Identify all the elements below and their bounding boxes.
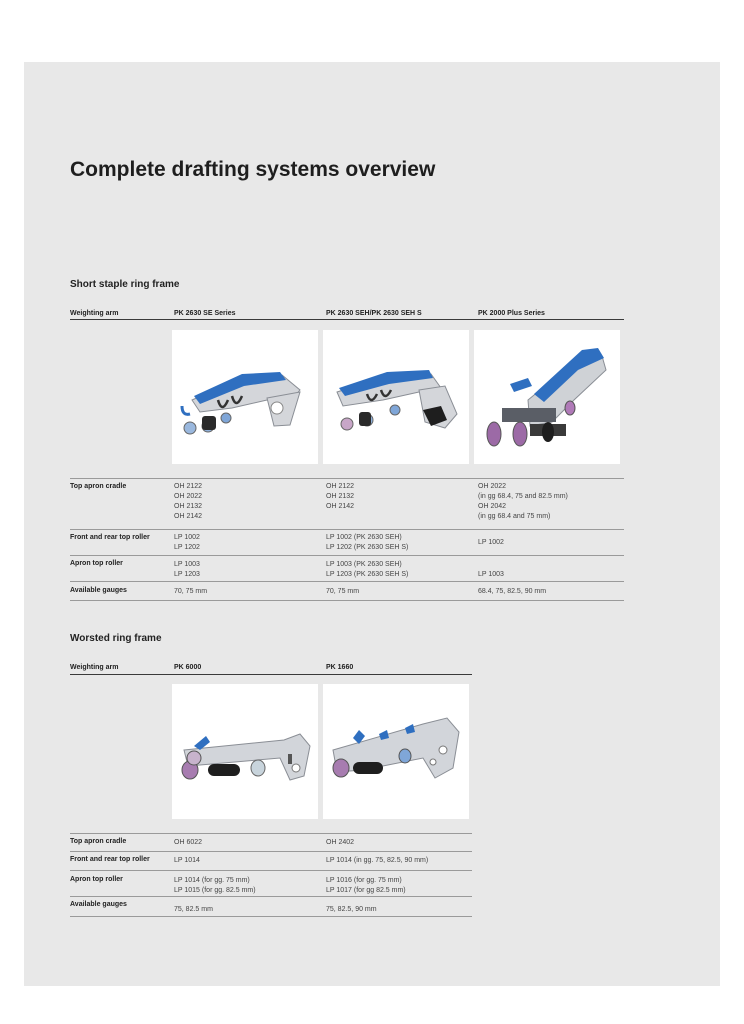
product-image-pk-6000 [172,684,318,819]
row-divider [70,851,472,852]
cell-plus-front-rear-top-roller: LP 1002 [478,539,504,546]
row-divider [70,896,472,897]
row-label-apron-top-roller: Apron top roller [70,560,123,567]
row-divider [70,478,624,479]
header-rule [70,319,624,320]
row-label-top-apron-cradle: Top apron cradle [70,483,127,490]
cell-seh-front-rear-top-roller: LP 1002 (PK 2630 SEH) LP 1202 (PK 2630 SEH S) [326,534,409,551]
cell-pk1660-apron-top-roller: LP 1016 (for gg. 75 mm) LP 1017 (for gg 82.5 mm) [326,877,406,894]
cell-se-apron-top-roller: LP 1003 LP 1203 [174,561,200,578]
row-label-front-rear-top-roller: Front and rear top roller [70,534,150,541]
product-image-pk-1660 [323,684,469,819]
product-image-pk-2000-plus [474,330,620,464]
content-panel [24,62,720,986]
header-rule [70,674,472,675]
row-divider [70,833,472,834]
product-image-pk-2630-seh [323,330,469,464]
cell-se-available-gauges: 70, 75 mm [174,588,208,595]
cell-plus-available-gauges: 68.4, 75, 82.5, 90 mm [478,588,547,595]
table-bottom-rule [70,916,472,917]
cell-seh-top-apron-cradle: OH 2122 OH 2132 OH 2142 [326,483,355,510]
header-pk-2630-seh: PK 2630 SEH/PK 2630 SEH S [326,310,422,317]
product-image-pk-2630-se [172,330,318,464]
cell-pk1660-front-rear-top-roller: LP 1014 (in gg. 75, 82.5, 90 mm) [326,857,429,864]
row-label-apron-top-roller: Apron top roller [70,876,123,883]
table-bottom-rule [70,600,624,601]
row-label-available-gauges: Available gauges [70,587,127,594]
header-pk-2000-plus: PK 2000 Plus Series [478,310,545,317]
cell-se-front-rear-top-roller: LP 1002 LP 1202 [174,534,200,551]
cell-pk1660-available-gauges: 75, 82.5, 90 mm [326,906,377,913]
row-label-available-gauges: Available gauges [70,901,127,908]
cell-seh-apron-top-roller: LP 1003 (PK 2630 SEH) LP 1203 (PK 2630 SEH S) [326,561,409,578]
row-label-top-apron-cradle: Top apron cradle [70,838,127,845]
row-divider [70,555,624,556]
page-title: Complete drafting systems overview [70,158,436,181]
cell-plus-top-apron-cradle: OH 2022 (in gg 68.4, 75 and 82.5 mm) OH 2042 (in gg 68.4 and 75 mm) [478,483,568,520]
cell-pk6000-available-gauges: 75, 82.5 mm [174,906,213,913]
row-divider [70,529,624,530]
header-weighting-arm: Weighting arm [70,664,119,671]
cell-pk6000-front-rear-top-roller: LP 1014 [174,857,200,864]
cell-pk1660-top-apron-cradle: OH 2402 [326,839,355,846]
cell-pk6000-top-apron-cradle: OH 6022 [174,839,203,846]
section-title-short-staple: Short staple ring frame [70,279,180,290]
cell-seh-available-gauges: 70, 75 mm [326,588,360,595]
cell-plus-apron-top-roller: LP 1003 [478,571,504,578]
row-divider [70,581,624,582]
header-pk-2630-se: PK 2630 SE Series [174,310,236,317]
cell-se-top-apron-cradle: OH 2122 OH 2022 OH 2132 OH 2142 [174,483,203,520]
row-divider [70,870,472,871]
section-title-worsted: Worsted ring frame [70,633,162,644]
header-pk-1660: PK 1660 [326,664,354,671]
header-pk-6000: PK 6000 [174,664,202,671]
cell-pk6000-apron-top-roller: LP 1014 (for gg. 75 mm) LP 1015 (for gg. 82.5 mm) [174,877,256,894]
header-weighting-arm: Weighting arm [70,310,119,317]
row-label-front-rear-top-roller: Front and rear top roller [70,856,150,863]
